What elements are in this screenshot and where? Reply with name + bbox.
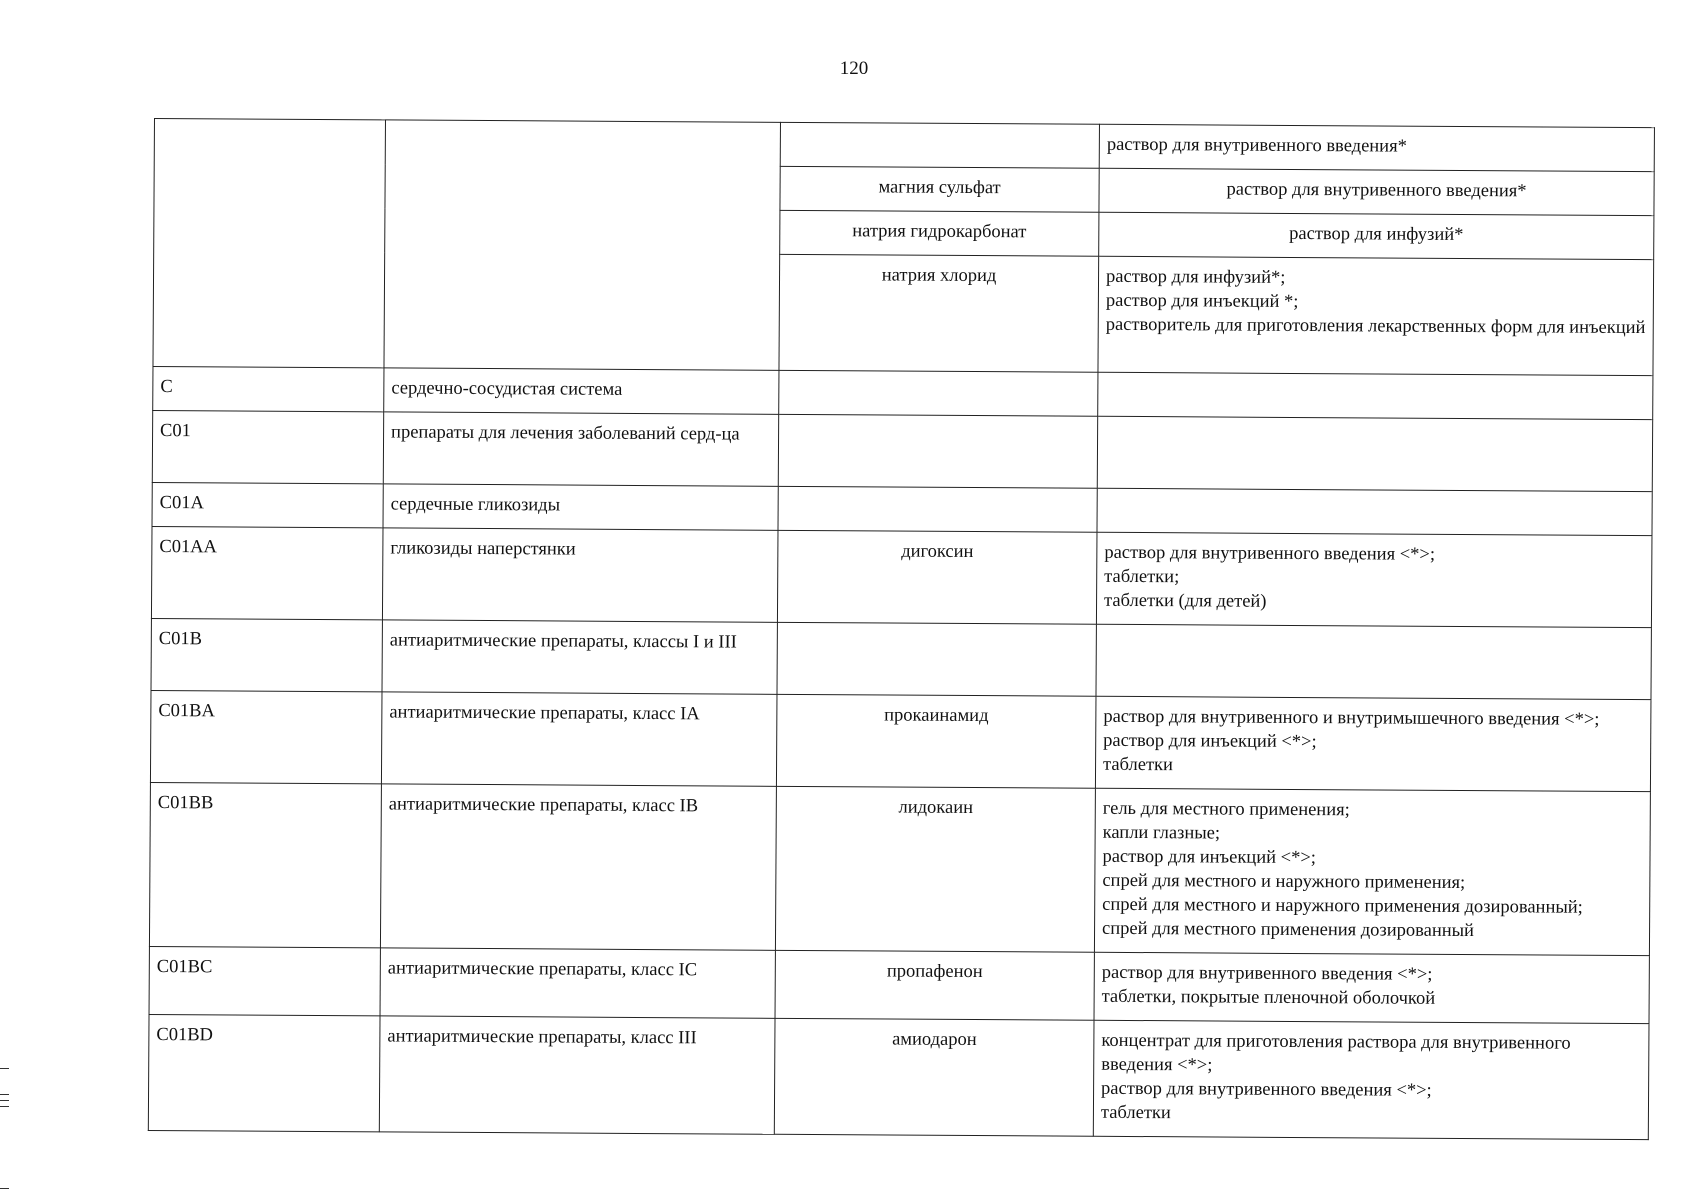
dosage-form-line: раствор для внутривенного введения <*>; [1101,962,1433,985]
dosage-form-cell [1093,1020,1649,1139]
drug-name-cell [780,122,1099,168]
dosage-form-cell [1097,416,1652,491]
dosage-form-line: раствор для внутривенного введения <*>; [1104,542,1436,565]
group-name-cell: антиаритмические препараты, класс IC [380,948,775,1018]
dosage-form-line: таблетки; [1104,566,1180,588]
dosage-form-line: раствор для внутривенного введения* [1226,179,1527,202]
dosage-form-line: спрей для местного и наружного применения дозированный; [1102,894,1583,918]
dosage-form-line: раствор для инъекций *; [1105,290,1299,312]
dosage-form-line: таблетки (для детей) [1104,590,1267,612]
dosage-form-line: раствор для внутривенного введения* [1106,134,1407,157]
dosage-form-line: таблетки [1103,754,1174,776]
dosage-form-line: концентрат для приготовления раствора для внутривенного введения <*>; [1101,1030,1571,1076]
table-row [150,690,1651,791]
table-row [149,782,1650,955]
dosage-form-cell [1094,952,1649,1023]
scan-margin-mark [0,1068,9,1069]
atc-code-cell: C01BD [148,1014,380,1131]
group-name-cell [384,120,781,370]
dosage-form-line: раствор для инъекций <*>; [1102,846,1316,869]
drug-name-cell: натрия хлорид [779,254,1099,372]
group-name-cell: сердечные гликозиды [383,484,778,530]
dosage-form-cell [1094,788,1650,955]
dosage-form-cell [1099,168,1654,215]
atc-code-cell: C01BA [150,690,382,783]
scan-margin-mark [0,1106,9,1107]
drug-name-cell: натрия гидрокарбонат [780,210,1099,256]
group-name-cell: антиаритмические препараты, классы I и III [382,620,777,694]
dosage-form-cell [1097,488,1652,535]
dosage-form-cell [1095,696,1651,791]
atc-code-cell: C01BB [149,782,381,947]
dosage-form-line: раствор для внутривенного введения <*>; [1101,1078,1432,1101]
scan-margin-mark [0,1188,9,1189]
group-name-cell: антиаритмические препараты, класс III [379,1016,775,1134]
dosage-form-line: спрей для местного применения дозированный [1102,918,1475,942]
dosage-form-cell [1099,124,1654,171]
dosage-form-cell [1098,256,1654,375]
dosage-form-line: раствор для внутривенного и внутримышечного введения <*>; [1103,706,1600,730]
group-name-cell: антиаритмические препараты, класс IA [381,692,777,786]
drug-name-cell [777,622,1096,696]
drug-name-cell: лидокаин [775,786,1095,952]
dosage-form-line: растворитель для приготовления лекарственных форм для инъекций [1105,314,1646,339]
dosage-form-line: раствор для инфузий* [1289,223,1464,246]
dosage-form-line: раствор для инъекций <*>; [1103,730,1317,753]
group-name-cell: сердечно-сосудистая система [384,368,779,414]
group-name-cell: препараты для лечения заболеваний серд-ца [383,412,778,486]
dosage-form-line: капли глазные; [1102,822,1221,844]
dosage-form-cell [1098,372,1653,419]
group-name-cell: гликозиды наперстянки [382,528,778,622]
table-row [154,119,1654,172]
table-row [152,410,1652,491]
drug-name-cell: дигоксин [777,530,1097,624]
group-name-cell: антиаритмические препараты, класс IB [380,784,776,950]
table-row [151,618,1651,699]
table-row [148,1014,1649,1139]
drug-classification-table [148,118,1655,1140]
atc-code-cell: C01A [152,482,383,527]
atc-code-cell: C01 [152,410,383,483]
atc-code-cell: C01B [151,618,382,691]
dosage-form-cell [1096,624,1651,699]
dosage-form-cell [1099,212,1654,259]
atc-code-cell: C01AA [151,526,383,619]
atc-code-cell [153,119,386,368]
dosage-form-line: таблетки [1100,1102,1171,1124]
drug-name-cell: пропафенон [775,950,1094,1020]
page-number: 120 [839,58,869,79]
dosage-form-cell [1096,532,1652,627]
drug-name-cell: прокаинамид [776,694,1096,788]
scan-margin-mark [0,1100,9,1101]
drug-name-cell [778,486,1097,532]
scan-margin-mark [0,1094,9,1095]
drug-name-cell: магния сульфат [780,166,1099,212]
table-row [149,946,1649,1023]
atc-code-cell: C [153,366,384,411]
drug-name-cell: амиодарон [774,1018,1094,1136]
atc-code-cell: C01BC [149,946,380,1015]
drug-name-cell [778,414,1097,488]
dosage-form-line: гель для местного применения; [1102,798,1350,821]
dosage-form-line: спрей для местного и наружного применения; [1102,870,1466,894]
dosage-form-line: раствор для инфузий*; [1105,266,1286,288]
drug-name-cell [779,370,1098,416]
dosage-form-line: таблетки, покрытые пленочной оболочкой [1101,986,1436,1009]
table-row [151,526,1652,627]
